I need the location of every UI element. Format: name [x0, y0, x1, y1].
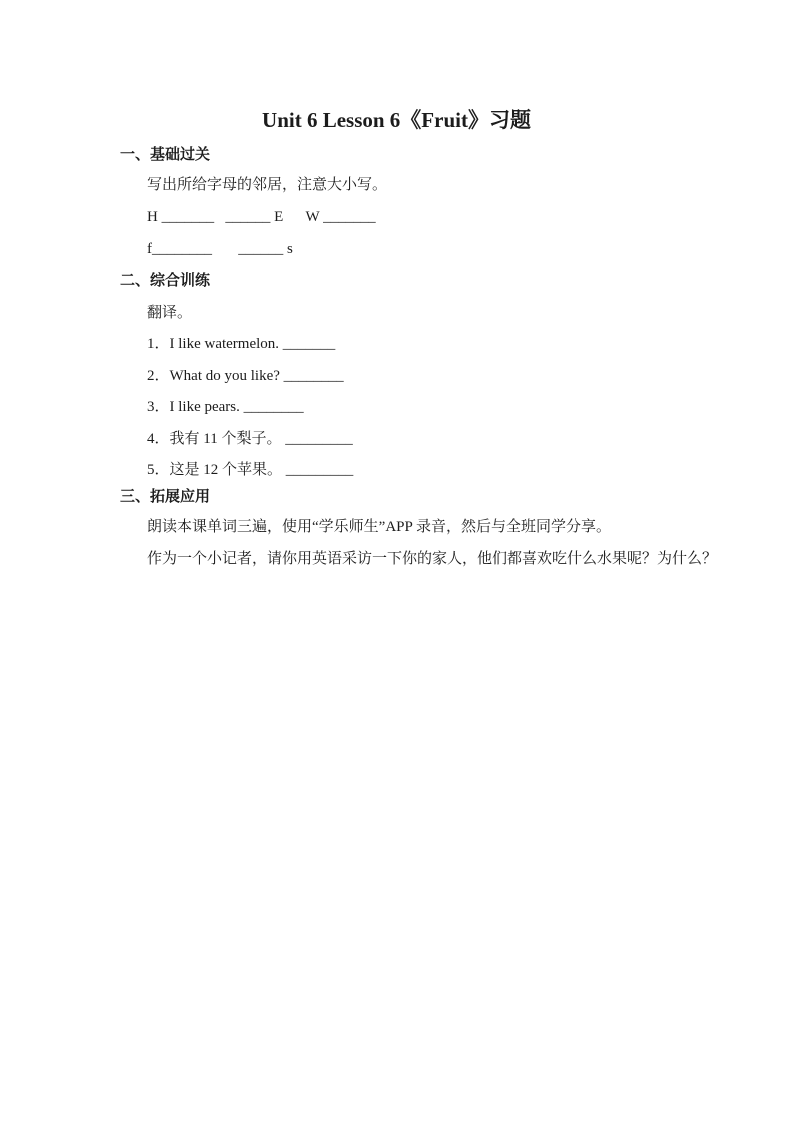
- translation-item-4: 4．我有 11 个梨子。 _________: [147, 431, 353, 447]
- section-1-heading: 一、基础过关: [120, 147, 211, 163]
- section-2-instruction: 翻译。: [147, 305, 193, 321]
- translation-item-1: 1．I like watermelon. _______: [147, 336, 336, 352]
- section-2-heading: 二、综合训练: [120, 273, 211, 289]
- section-1-instruction: 写出所给字母的邻居，注意大小写。: [147, 177, 388, 193]
- translation-item-2: 2．What do you like? ________: [147, 368, 344, 384]
- translation-item-5: 5．这是 12 个苹果。 _________: [147, 462, 354, 478]
- translation-item-3: 3．I like pears. ________: [147, 399, 304, 415]
- letter-blanks-line-1: H _______ ______ E W _______: [147, 209, 376, 225]
- task-line-2: 作为一个小记者，请你用英语采访一下你的家人，他们都喜欢吃什么水果呢？为什么？: [147, 551, 718, 567]
- task-line-1: 朗读本课单词三遍，使用“学乐师生”APP 录音，然后与全班同学分享。: [147, 519, 612, 535]
- section-3-heading: 三、拓展应用: [120, 489, 211, 505]
- page-title: Unit 6 Lesson 6《Fruit》习题: [262, 108, 531, 132]
- letter-blanks-line-2: f________ ______ s: [147, 241, 293, 257]
